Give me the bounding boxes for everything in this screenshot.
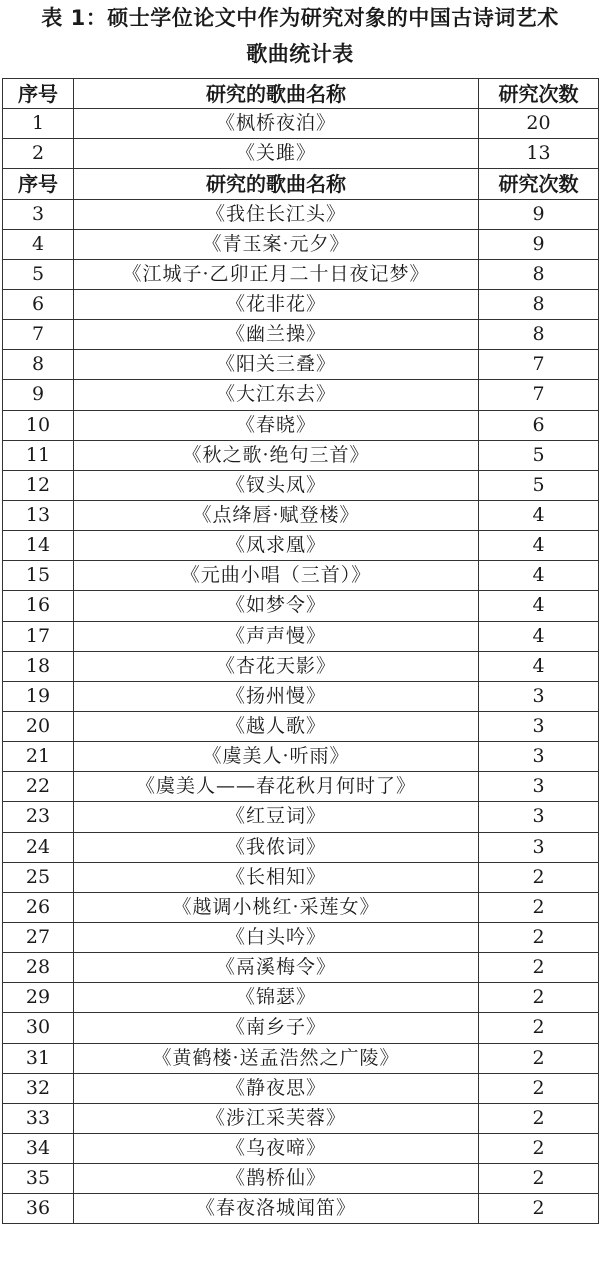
cell-study-count: 4 [479, 621, 599, 651]
cell-index: 3 [3, 199, 74, 229]
cell-song-name: 《乌夜啼》 [74, 1133, 479, 1163]
cell-index: 7 [3, 320, 74, 350]
cell-study-count: 4 [479, 591, 599, 621]
cell-song-name: 《关雎》 [74, 139, 479, 169]
table-row [3, 1194, 599, 1224]
cell-song-name: 《越调小桃红·采莲女》 [74, 892, 479, 922]
table-row [3, 711, 599, 741]
cell-song-name: 《静夜思》 [74, 1073, 479, 1103]
table-row [3, 500, 599, 530]
table-row [3, 953, 599, 983]
header-song-name: 研究的歌曲名称 [74, 169, 479, 199]
cell-study-count: 5 [479, 440, 599, 470]
cell-index: 26 [3, 892, 74, 922]
cell-index: 25 [3, 862, 74, 892]
table-row [3, 320, 599, 350]
cell-study-count: 3 [479, 711, 599, 741]
cell-index: 17 [3, 621, 74, 651]
table-row [3, 802, 599, 832]
table-row [3, 681, 599, 711]
table-row [3, 922, 599, 952]
cell-study-count: 3 [479, 772, 599, 802]
cell-song-name: 《江城子·乙卯正月二十日夜记梦》 [74, 259, 479, 289]
table-row [3, 1164, 599, 1194]
cell-index: 31 [3, 1043, 74, 1073]
table-row [3, 259, 599, 289]
header-song-name: 研究的歌曲名称 [74, 79, 479, 109]
table-row [3, 531, 599, 561]
cell-index: 16 [3, 591, 74, 621]
cell-index: 6 [3, 289, 74, 319]
cell-study-count: 9 [479, 229, 599, 259]
cell-song-name: 《大江东去》 [74, 380, 479, 410]
cell-study-count: 2 [479, 1103, 599, 1133]
table-row [3, 621, 599, 651]
table-row [3, 651, 599, 681]
cell-song-name: 《春晓》 [74, 410, 479, 440]
cell-index: 21 [3, 742, 74, 772]
cell-song-name: 《白头吟》 [74, 922, 479, 952]
table-row [3, 1073, 599, 1103]
table-row [3, 470, 599, 500]
cell-song-name: 《幽兰操》 [74, 320, 479, 350]
header-study-count: 研究次数 [479, 79, 599, 109]
cell-index: 10 [3, 410, 74, 440]
cell-song-name: 《我侬词》 [74, 832, 479, 862]
cell-song-name: 《凤求凰》 [74, 531, 479, 561]
table-row [3, 832, 599, 862]
table-row [3, 1043, 599, 1073]
table-row [3, 229, 599, 259]
table-row [3, 1013, 599, 1043]
cell-study-count: 2 [479, 862, 599, 892]
song-statistics-table [2, 78, 599, 1224]
cell-study-count: 2 [479, 1133, 599, 1163]
table-row [3, 350, 599, 380]
cell-study-count: 20 [479, 109, 599, 139]
cell-index: 20 [3, 711, 74, 741]
table-title-line-1: 表 1：硕士学位论文中作为研究对象的中国古诗词艺术 [41, 6, 559, 30]
table-row [3, 983, 599, 1013]
cell-study-count: 2 [479, 1043, 599, 1073]
cell-study-count: 13 [479, 139, 599, 169]
cell-song-name: 《鬲溪梅令》 [74, 953, 479, 983]
table-row [3, 561, 599, 591]
cell-study-count: 9 [479, 199, 599, 229]
cell-song-name: 《锦瑟》 [74, 983, 479, 1013]
cell-study-count: 3 [479, 742, 599, 772]
cell-index: 14 [3, 531, 74, 561]
cell-index: 12 [3, 470, 74, 500]
cell-study-count: 2 [479, 1164, 599, 1194]
cell-song-name: 《长相知》 [74, 862, 479, 892]
table-row [3, 199, 599, 229]
cell-study-count: 2 [479, 983, 599, 1013]
table-row [3, 892, 599, 922]
table-row [3, 380, 599, 410]
cell-song-name: 《越人歌》 [74, 711, 479, 741]
cell-index: 34 [3, 1133, 74, 1163]
header-index: 序号 [3, 169, 74, 199]
cell-index: 33 [3, 1103, 74, 1133]
header-study-count: 研究次数 [479, 169, 599, 199]
table-row [3, 862, 599, 892]
cell-song-name: 《黄鹤楼·送孟浩然之广陵》 [74, 1043, 479, 1073]
cell-study-count: 5 [479, 470, 599, 500]
cell-study-count: 3 [479, 681, 599, 711]
cell-study-count: 2 [479, 892, 599, 922]
header-index: 序号 [3, 79, 74, 109]
cell-index: 1 [3, 109, 74, 139]
cell-index: 5 [3, 259, 74, 289]
table-row [3, 440, 599, 470]
table-header-row-repeat [3, 169, 599, 199]
table-row [3, 1103, 599, 1133]
cell-index: 27 [3, 922, 74, 952]
cell-study-count: 8 [479, 289, 599, 319]
cell-study-count: 4 [479, 561, 599, 591]
cell-study-count: 8 [479, 320, 599, 350]
cell-study-count: 2 [479, 1013, 599, 1043]
cell-index: 36 [3, 1194, 74, 1224]
cell-study-count: 2 [479, 1194, 599, 1224]
cell-index: 13 [3, 500, 74, 530]
cell-song-name: 《春夜洛城闻笛》 [74, 1194, 479, 1224]
cell-index: 30 [3, 1013, 74, 1043]
table-row [3, 139, 599, 169]
cell-study-count: 2 [479, 922, 599, 952]
cell-study-count: 6 [479, 410, 599, 440]
cell-index: 35 [3, 1164, 74, 1194]
cell-song-name: 《点绛唇·赋登楼》 [74, 500, 479, 530]
cell-study-count: 3 [479, 832, 599, 862]
cell-song-name: 《花非花》 [74, 289, 479, 319]
cell-song-name: 《杏花天影》 [74, 651, 479, 681]
cell-index: 8 [3, 350, 74, 380]
cell-index: 15 [3, 561, 74, 591]
cell-song-name: 《扬州慢》 [74, 681, 479, 711]
cell-song-name: 《我住长江头》 [74, 199, 479, 229]
cell-song-name: 《秋之歌·绝句三首》 [74, 440, 479, 470]
cell-song-name: 《鹊桥仙》 [74, 1164, 479, 1194]
table-title-line-2: 歌曲统计表 [246, 42, 354, 66]
table-row [3, 109, 599, 139]
cell-study-count: 3 [479, 802, 599, 832]
table-row [3, 742, 599, 772]
table-row [3, 289, 599, 319]
cell-index: 24 [3, 832, 74, 862]
cell-study-count: 7 [479, 350, 599, 380]
cell-song-name: 《声声慢》 [74, 621, 479, 651]
table-row [3, 1133, 599, 1163]
cell-index: 23 [3, 802, 74, 832]
table-row [3, 591, 599, 621]
cell-song-name: 《阳关三叠》 [74, 350, 479, 380]
cell-index: 18 [3, 651, 74, 681]
cell-index: 11 [3, 440, 74, 470]
table-row [3, 772, 599, 802]
table-row [3, 410, 599, 440]
cell-song-name: 《元曲小唱（三首）》 [74, 561, 479, 591]
cell-index: 28 [3, 953, 74, 983]
cell-song-name: 《南乡子》 [74, 1013, 479, 1043]
cell-study-count: 7 [479, 380, 599, 410]
cell-song-name: 《如梦令》 [74, 591, 479, 621]
cell-index: 32 [3, 1073, 74, 1103]
table-header-row [3, 79, 599, 109]
cell-study-count: 4 [479, 531, 599, 561]
cell-study-count: 8 [479, 259, 599, 289]
cell-index: 19 [3, 681, 74, 711]
cell-study-count: 2 [479, 1073, 599, 1103]
cell-study-count: 4 [479, 500, 599, 530]
cell-song-name: 《钗头凤》 [74, 470, 479, 500]
cell-index: 22 [3, 772, 74, 802]
cell-index: 9 [3, 380, 74, 410]
table-body [3, 79, 599, 1224]
cell-song-name: 《虞美人·听雨》 [74, 742, 479, 772]
cell-song-name: 《红豆词》 [74, 802, 479, 832]
cell-song-name: 《虞美人——春花秋月何时了》 [74, 772, 479, 802]
cell-study-count: 2 [479, 953, 599, 983]
cell-song-name: 《枫桥夜泊》 [74, 109, 479, 139]
cell-song-name: 《青玉案·元夕》 [74, 229, 479, 259]
cell-song-name: 《涉江采芙蓉》 [74, 1103, 479, 1133]
cell-index: 2 [3, 139, 74, 169]
cell-index: 29 [3, 983, 74, 1013]
cell-index: 4 [3, 229, 74, 259]
cell-study-count: 4 [479, 651, 599, 681]
